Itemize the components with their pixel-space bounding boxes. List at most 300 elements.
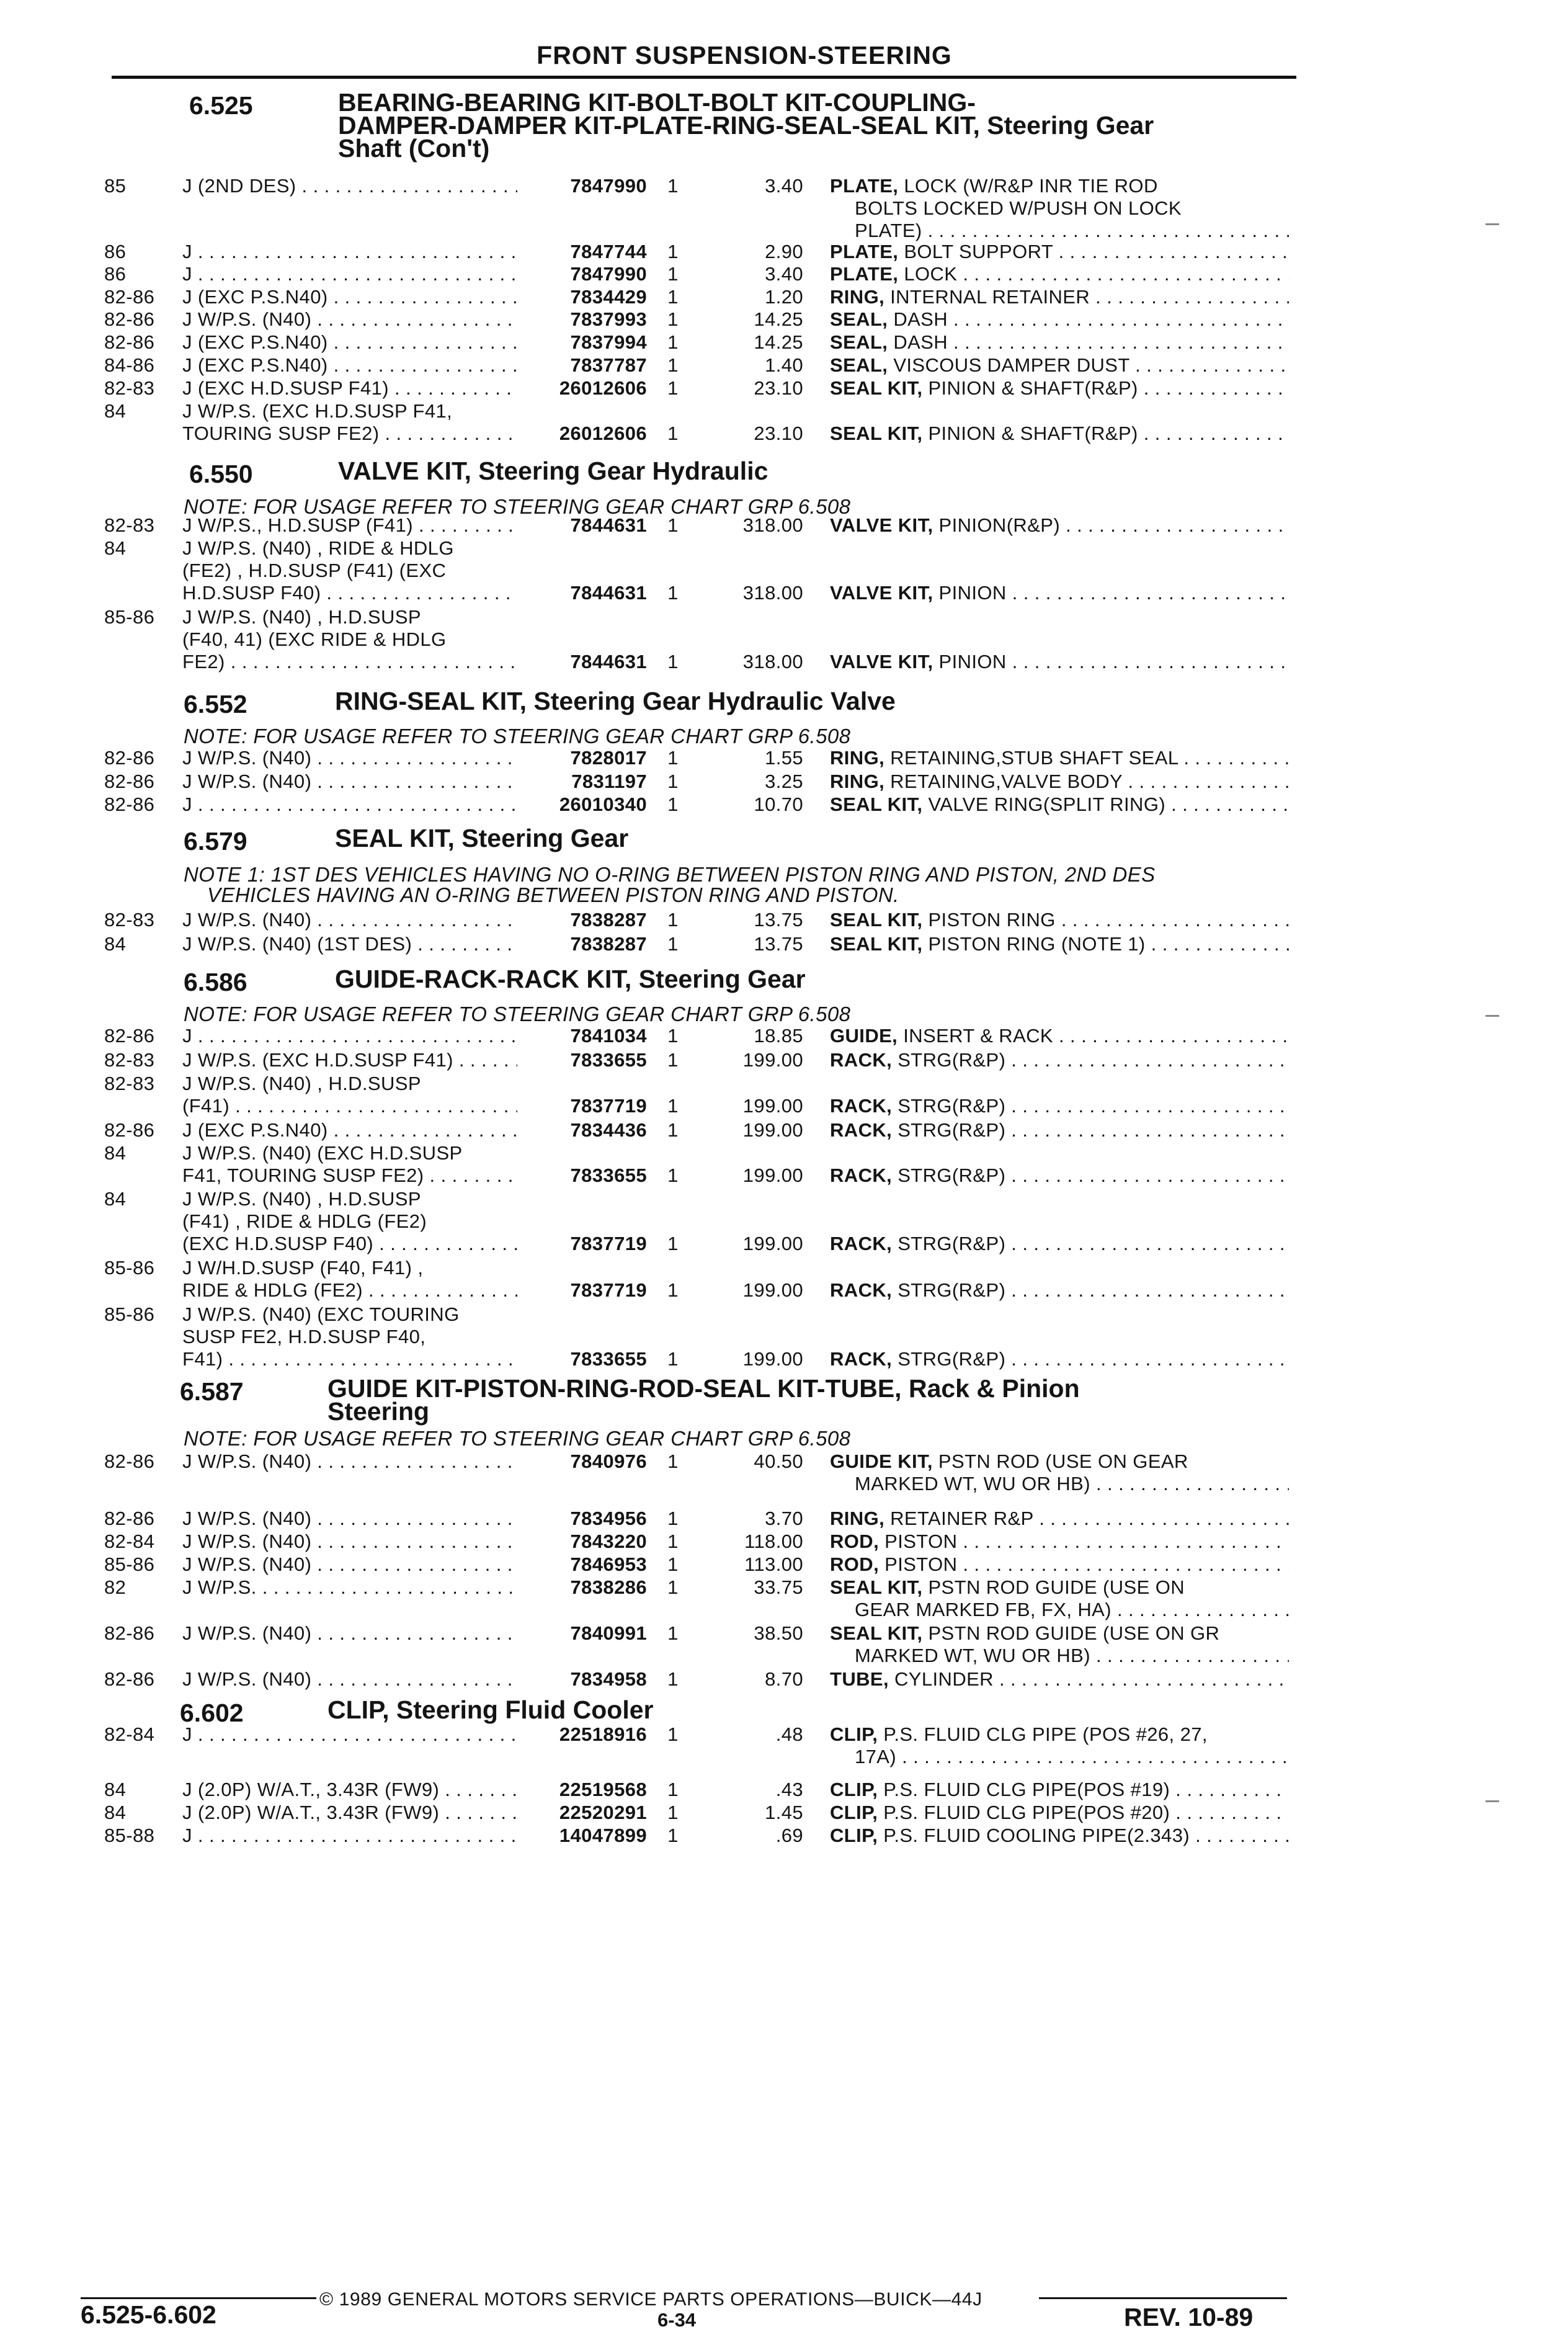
quantity: 1 (667, 377, 679, 399)
part-description (830, 1668, 1289, 1691)
application-line: J W/P.S. (N40) . . . (182, 747, 517, 769)
application (182, 400, 517, 445)
quantity: 1 (667, 1095, 679, 1117)
part-number: 7844631 (570, 514, 647, 536)
price: 1.20 (765, 286, 803, 308)
description-text: PINION & SHAFT(R&P) (928, 422, 1138, 444)
application-line: J W/P.S., H.D.SUSP (F41) . . . (182, 514, 517, 537)
application-line: (F41) , RIDE & HDLG (FE2) (182, 1210, 427, 1232)
usage-note-line: NOTE: FOR USAGE REFER TO STEERING GEAR CHART GRP 6.508 (184, 495, 851, 518)
price: 3.40 (765, 263, 803, 285)
application (182, 747, 517, 769)
application-line: J W/P.S. (EXC H.D.SUSP F41, (182, 400, 453, 422)
application-line: J W/P.S. (N40) , RIDE & HDLG (182, 537, 454, 559)
model-year: 82 (104, 1576, 127, 1598)
part-name: GUIDE KIT, (830, 1450, 933, 1472)
part-name: VALVE KIT, (830, 651, 933, 672)
description-line (830, 422, 1289, 445)
application-line: J W/P.S. (N40) . . . (182, 1508, 517, 1530)
description-line (830, 1802, 1289, 1824)
description-text: STRG(R&P) (898, 1119, 1006, 1141)
description-line (830, 1723, 1289, 1746)
quantity: 1 (667, 1622, 679, 1644)
part-description (830, 1095, 1289, 1117)
application (182, 1576, 517, 1599)
section-title-line: GUIDE KIT-PISTON-RING-ROD-SEAL KIT-TUBE, Rack & Pinion (327, 1374, 1080, 1403)
model-year: 84 (104, 1779, 127, 1800)
part-description (830, 1779, 1289, 1801)
part-number: 7834429 (570, 286, 647, 308)
quantity: 1 (667, 1779, 679, 1800)
part-name: CLIP, (830, 1802, 878, 1823)
part-number: 7838287 (570, 933, 647, 955)
part-number: 26010340 (559, 793, 647, 815)
part-number: 7834958 (570, 1668, 647, 1690)
quantity: 1 (667, 793, 679, 815)
part-description (830, 241, 1289, 263)
application (182, 1257, 517, 1302)
quantity: 1 (667, 771, 679, 792)
application (182, 771, 517, 793)
application-line: J (2.0P) W/A.T., 3.43R (FW9) . . . (182, 1802, 517, 1824)
section-number: 6.579 (184, 827, 247, 856)
description-line (830, 1279, 1289, 1302)
description-text: PISTON (884, 1553, 958, 1575)
section-title-line: GUIDE-RACK-RACK KIT, Steering Gear (335, 965, 806, 993)
quantity: 1 (667, 263, 679, 285)
quantity: 1 (667, 1802, 679, 1823)
part-number: 26012606 (559, 377, 647, 399)
part-description (830, 377, 1289, 400)
description-text: PISTON RING (NOTE 1) (928, 933, 1146, 955)
part-number: 7847744 (570, 241, 647, 262)
application-line: J . . . (182, 263, 517, 285)
application (182, 1049, 517, 1071)
description-line (830, 286, 1289, 308)
part-description (830, 422, 1289, 445)
model-year: 84 (104, 1802, 127, 1823)
part-description (830, 175, 1289, 242)
usage-note (184, 864, 1156, 905)
description-text: MARKED WT, WU OR HB) (855, 1645, 1090, 1666)
application (182, 514, 517, 537)
price: 13.75 (754, 933, 803, 955)
application (182, 1723, 517, 1746)
description-line (830, 175, 1289, 197)
quantity: 1 (667, 1233, 679, 1254)
application-line: F41) . . . (182, 1348, 517, 1370)
margin-tick (1486, 1015, 1499, 1017)
part-description (830, 514, 1289, 537)
application-line: FE2) . . . (182, 651, 517, 673)
description-line (830, 308, 1289, 331)
application-line: TOURING SUSP FE2) . . . (182, 422, 517, 445)
application-line: (F41) . . . (182, 1095, 517, 1117)
description-text: RETAINING,VALVE BODY (890, 771, 1123, 792)
part-description (830, 1723, 1289, 1768)
part-number: 7840976 (570, 1450, 647, 1472)
model-year: 84 (104, 1188, 127, 1210)
description-text: P.S. FLUID COOLING PIPE(2.343) (883, 1825, 1190, 1846)
description-line (830, 909, 1289, 931)
part-number: 7833655 (570, 1049, 647, 1071)
part-description (830, 1233, 1289, 1255)
application (182, 1508, 517, 1530)
footer-revision: REV. 10-89 (1124, 2303, 1254, 2331)
margin-tick (1486, 1800, 1499, 1802)
description-line (830, 1668, 1289, 1691)
footer-rule-left (81, 2297, 316, 2299)
part-name: CLIP, (830, 1825, 878, 1846)
part-description (830, 1025, 1289, 1047)
description-text: PLATE) (855, 220, 922, 241)
application (182, 331, 517, 354)
application (182, 354, 517, 377)
quantity: 1 (667, 354, 679, 376)
section-title (338, 457, 768, 485)
application-line: J W/P.S. (N40) . . . (182, 909, 517, 931)
price: .69 (775, 1825, 803, 1846)
application (182, 1530, 517, 1553)
application-line: J W/P.S. (N40) (1ST DES) . . . (182, 933, 517, 955)
description-line (830, 1025, 1289, 1047)
section-title-line: CLIP, Steering Fluid Cooler (327, 1695, 654, 1724)
description-line (830, 933, 1289, 955)
section-number: 6.550 (189, 460, 253, 488)
part-number: 7840991 (570, 1622, 647, 1644)
part-number: 7828017 (570, 747, 647, 769)
model-year: 85-86 (104, 1303, 155, 1325)
quantity: 1 (667, 933, 679, 955)
section-title-line: RING-SEAL KIT, Steering Gear Hydraulic Valve (335, 687, 896, 715)
usage-note (184, 1428, 850, 1449)
quantity: 1 (667, 286, 679, 308)
part-number: 7838287 (570, 909, 647, 931)
price: 199.00 (742, 1279, 803, 1301)
description-text: STRG(R&P) (898, 1164, 1006, 1186)
price: 10.70 (754, 793, 803, 815)
part-number: 22519568 (559, 1779, 647, 1800)
description-text: BOLT SUPPORT (904, 241, 1053, 262)
description-line (830, 1779, 1289, 1801)
part-description (830, 1348, 1289, 1370)
part-number: 7847990 (570, 175, 647, 197)
price: 199.00 (742, 1049, 803, 1071)
description-text: STRG(R&P) (898, 1279, 1006, 1301)
section-number: 6.587 (180, 1377, 244, 1406)
section-title-line: Shaft (Con't) (338, 134, 490, 163)
price: 14.25 (754, 308, 803, 330)
part-description (830, 1530, 1289, 1553)
application-line: J W/P.S. (N40) , H.D.SUSP (182, 606, 421, 628)
section-number: 6.586 (184, 968, 247, 996)
description-text: PINION (938, 582, 1007, 604)
description-text: GEAR MARKED FB, FX, HA) (855, 1599, 1111, 1620)
part-name: CLIP, (830, 1723, 878, 1745)
quantity: 1 (667, 514, 679, 536)
application-line: J (EXC P.S.N40) . . . (182, 354, 517, 377)
section-number: 6.602 (180, 1699, 244, 1727)
description-line (830, 793, 1289, 816)
application-line: J W/P.S. (N40) . . . (182, 1668, 517, 1691)
application-line: J W/P.S. (N40) , H.D.SUSP (182, 1188, 421, 1210)
part-number: 7837719 (570, 1279, 647, 1301)
price: 318.00 (742, 651, 803, 672)
application-line: J (EXC P.S.N40) . . . (182, 331, 517, 354)
part-description (830, 331, 1289, 354)
model-year: 82-86 (104, 1119, 155, 1141)
usage-note (184, 726, 850, 746)
price: .43 (775, 1779, 803, 1800)
application-line: J . . . (182, 793, 517, 816)
application-line: J W/P.S. (N40) , H.D.SUSP (182, 1073, 421, 1094)
part-description (830, 1825, 1289, 1847)
description-line (830, 1622, 1289, 1645)
application-line: J W/P.S. (N40) (EXC H.D.SUSP (182, 1142, 463, 1164)
part-number: 7841034 (570, 1025, 647, 1047)
section-title-line: SEAL KIT, Steering Gear (335, 824, 629, 852)
price: 113.00 (744, 1553, 803, 1575)
part-name: GUIDE, (830, 1025, 898, 1047)
part-description (830, 1576, 1289, 1621)
price: 318.00 (742, 582, 803, 604)
price: 118.00 (744, 1530, 803, 1552)
description-line (830, 377, 1289, 400)
description-line (830, 1473, 1289, 1495)
price: 3.40 (765, 175, 803, 197)
description-line (830, 263, 1289, 285)
part-name: RING, (830, 771, 885, 792)
application-line: SUSP FE2, H.D.SUSP F40, (182, 1326, 426, 1347)
part-description (830, 747, 1289, 769)
description-text: 17A) (855, 1746, 897, 1767)
quantity: 1 (667, 1450, 679, 1472)
description-line (830, 651, 1289, 673)
part-description (830, 1279, 1289, 1302)
application (182, 1450, 517, 1473)
description-line (830, 1348, 1289, 1370)
price: 1.40 (765, 354, 803, 376)
model-year: 82-83 (104, 1049, 155, 1071)
application (182, 1553, 517, 1576)
description-text: STRG(R&P) (898, 1049, 1006, 1071)
application (182, 909, 517, 931)
part-description (830, 1508, 1289, 1530)
application-line: J (EXC P.S.N40) . . . (182, 1119, 517, 1141)
application (182, 1825, 517, 1847)
application-line: J W/H.D.SUSP (F40, F41) , (182, 1257, 424, 1279)
price: 199.00 (742, 1119, 803, 1141)
part-number: 7843220 (570, 1530, 647, 1552)
application-line: J (2.0P) W/A.T., 3.43R (FW9) . . . (182, 1779, 517, 1801)
price: 14.25 (754, 331, 803, 353)
model-year: 82-86 (104, 747, 155, 769)
part-name: RACK, (830, 1348, 893, 1370)
model-year: 84 (104, 933, 127, 955)
part-number: 7834436 (570, 1119, 647, 1141)
description-text: PINION(R&P) (938, 514, 1061, 536)
quantity: 1 (667, 1508, 679, 1529)
part-description (830, 308, 1289, 331)
price: 199.00 (742, 1233, 803, 1254)
quantity: 1 (667, 1049, 679, 1071)
section-number: 6.525 (189, 91, 253, 120)
description-text: LOCK (W/R&P INR TIE ROD (904, 175, 1158, 197)
price: 40.50 (754, 1450, 803, 1472)
part-name: SEAL, (830, 308, 888, 330)
description-line (830, 1233, 1289, 1255)
part-description (830, 582, 1289, 604)
part-description (830, 771, 1289, 793)
quantity: 1 (667, 909, 679, 931)
part-number: 7844631 (570, 582, 647, 604)
part-name: RING, (830, 747, 885, 769)
section-title (327, 1695, 654, 1724)
application-line: J W/P.S. . . . (182, 1576, 517, 1599)
application-line: H.D.SUSP F40) . . . (182, 582, 517, 604)
price: 3.25 (765, 771, 803, 792)
part-description (830, 263, 1289, 285)
description-line (830, 1825, 1289, 1847)
part-name: ROD, (830, 1553, 880, 1575)
quantity: 1 (667, 1668, 679, 1690)
application-line: J . . . (182, 1723, 517, 1746)
description-line (830, 1553, 1289, 1576)
usage-note-line: NOTE: FOR USAGE REFER TO STEERING GEAR CHART GRP 6.508 (184, 1003, 851, 1025)
application (182, 308, 517, 331)
part-number: 7846953 (570, 1553, 647, 1575)
price: 1.45 (765, 1802, 803, 1823)
part-name: SEAL, (830, 331, 888, 353)
description-text: BOLTS LOCKED W/PUSH ON LOCK (855, 197, 1182, 219)
description-text: PISTON (884, 1530, 958, 1552)
usage-note-line: NOTE: FOR USAGE REFER TO STEERING GEAR CHART GRP 6.508 (184, 725, 851, 748)
part-name: SEAL KIT, (830, 1622, 923, 1644)
footer-page-number: 6-34 (657, 2309, 697, 2331)
description-text: P.S. FLUID CLG PIPE(POS #20) (883, 1802, 1170, 1823)
quantity: 1 (667, 747, 679, 769)
description-line (830, 1530, 1289, 1553)
quantity: 1 (667, 1279, 679, 1301)
price: 23.10 (754, 422, 803, 444)
application-line: J (EXC P.S.N40) . . . (182, 286, 517, 308)
quantity: 1 (667, 1164, 679, 1186)
footer-group-range: 6.525-6.602 (81, 2300, 216, 2329)
quantity: 1 (667, 241, 679, 262)
price: 199.00 (742, 1348, 803, 1370)
description-line (830, 1049, 1289, 1071)
application (182, 286, 517, 308)
description-line (830, 1450, 1289, 1473)
price: 13.75 (754, 909, 803, 931)
description-line (830, 514, 1289, 537)
description-text: PINION (938, 651, 1007, 672)
part-name: RACK, (830, 1119, 893, 1141)
description-text: DASH (893, 331, 948, 353)
part-description (830, 1553, 1289, 1576)
application (182, 1142, 517, 1187)
part-description (830, 1119, 1289, 1141)
description-text: LOCK (904, 263, 958, 285)
application (182, 1303, 517, 1370)
model-year: 82-86 (104, 1025, 155, 1047)
section-title (335, 965, 806, 993)
quantity: 1 (667, 651, 679, 672)
model-year: 85 (104, 175, 127, 197)
part-name: SEAL KIT, (830, 933, 923, 955)
page-header-title: FRONT SUSPENSION-STEERING (537, 41, 952, 69)
application-line: J W/P.S. (EXC H.D.SUSP F41) . . . (182, 1049, 517, 1071)
description-line (830, 197, 1289, 220)
description-text: INTERNAL RETAINER (890, 286, 1090, 308)
description-text: STRG(R&P) (898, 1095, 1006, 1117)
application-line: J W/P.S. (N40) . . . (182, 771, 517, 793)
description-text: RETAINING,STUB SHAFT SEAL (890, 747, 1178, 769)
model-year: 82-86 (104, 1508, 155, 1529)
application-line: J W/P.S. (N40) . . . (182, 1530, 517, 1553)
part-description (830, 933, 1289, 955)
section-title (335, 687, 896, 715)
quantity: 1 (667, 1723, 679, 1745)
part-number: 7844631 (570, 651, 647, 672)
model-year: 85-86 (104, 1257, 155, 1279)
quantity: 1 (667, 582, 679, 604)
quantity: 1 (667, 331, 679, 353)
part-number: 7831197 (571, 771, 647, 792)
application-line: J . . . (182, 1025, 517, 1047)
model-year: 82-86 (104, 771, 155, 792)
part-number: 7834956 (570, 1508, 647, 1529)
part-name: RACK, (830, 1095, 893, 1117)
part-number: 7837719 (570, 1233, 647, 1254)
part-description (830, 909, 1289, 931)
description-text: PISTON RING (928, 909, 1056, 931)
section-title-line: Steering (327, 1397, 430, 1426)
application-line: J (2ND DES) . . . (182, 175, 517, 197)
price: 1.55 (765, 747, 803, 769)
model-year: 82-86 (104, 308, 155, 330)
price: 199.00 (742, 1095, 803, 1117)
description-text: VALVE RING(SPLIT RING) (928, 793, 1166, 815)
part-number: 7837994 (570, 331, 647, 353)
part-number: 7837993 (570, 308, 647, 330)
part-name: PLATE, (830, 263, 899, 285)
application (182, 1802, 517, 1824)
description-line (830, 1746, 1289, 1768)
application (182, 175, 517, 197)
description-line (830, 1508, 1289, 1530)
description-text: DASH (893, 308, 948, 330)
description-line (830, 771, 1289, 793)
part-number: 14047899 (559, 1825, 647, 1846)
application (182, 1073, 517, 1117)
quantity: 1 (667, 1530, 679, 1552)
section-title (327, 1374, 1080, 1426)
model-year: 82-83 (104, 1073, 155, 1094)
model-year: 82-86 (104, 331, 155, 353)
application (182, 793, 517, 816)
model-year: 82-86 (104, 286, 155, 308)
model-year: 82-86 (104, 793, 155, 815)
model-year: 85-86 (104, 1553, 155, 1575)
application (182, 1025, 517, 1047)
part-description (830, 354, 1289, 377)
description-text: PINION & SHAFT(R&P) (928, 377, 1138, 399)
model-year: 82-86 (104, 1622, 155, 1644)
application (182, 537, 517, 604)
application-line: J . . . (182, 241, 517, 263)
section-title-line: DAMPER-DAMPER KIT-PLATE-RING-SEAL-SEAL KIT, Steering Gear (338, 111, 1154, 140)
